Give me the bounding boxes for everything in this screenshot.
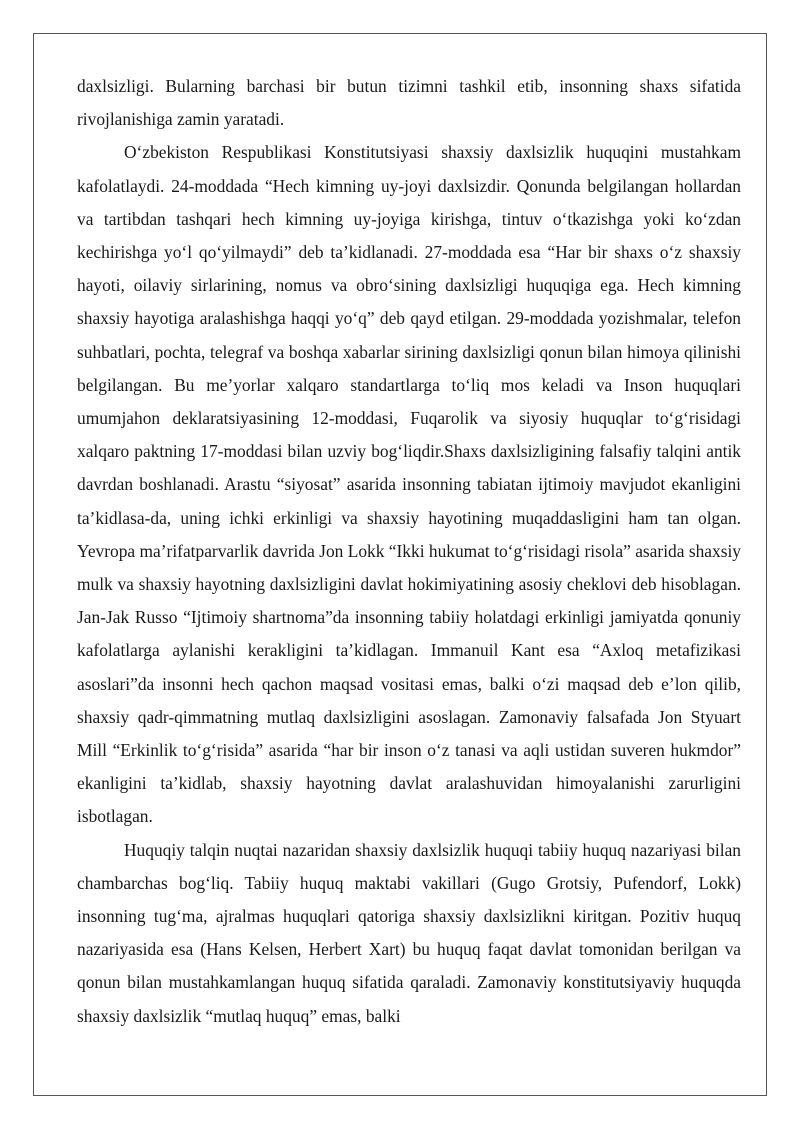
paragraph-legal-interpretation: Huquqiy talqin nuqtai nazaridan shaxsiy daxlsizlik huquqi tabiiy huquq nazariyasi bilan chambarchas bog‘liq. Tabiiy huquq maktabi vakillari (Gugo Grotsiy, Pufendorf, Lokk) insonning tug‘ma, ajralmas huquqlari qatoriga shaxsiy daxlsizlikni kiritgan. Pozitiv huquq nazariyasida esa (Hans Kelsen, Herbert Xart) bu huquq faqat davlat tomonidan berilgan va qonun bilan mustahkamlangan huquq sifatida qaraladi. Zamonaviy konstitutsiyaviy huquqda shaxsiy daxlsizlik “mutlaq huquq” emas, balki (77, 839, 741, 1026)
paragraph-continuation: daxlsizligi. Bularning barchasi bir butun tizimni tashkil etib, insonning shaxs sifatida rivojlanishiga zamin yaratadi. (77, 76, 741, 130)
document-body (77, 70, 741, 1033)
paragraph-constitution: O‘zbekiston Respublikasi Konstitutsiyasi shaxsiy daxlsizlik huquqini mustahkam kafolatlaydi. 24-moddada “Hech kimning uy-joyi daxlsizdir. Qonunda belgilangan hollardan va tartibdan tashqari hech kimning uy-joyiga kirishga, tintuv o‘tkazishga yoki ko‘zdan kechirishga yo‘l qo‘yilmaydi” deb ta’kidlanadi. 27-moddada esa “Har bir shaxs o‘z shaxsiy hayoti, oilaviy sirlarining, nomus va obro‘sining daxlsizligi huquqiga ega. Hech kimning shaxsiy hayotiga aralashishga haqqi yo‘q” deb qayd etilgan. 29-moddada yozishmalar, telefon suhbatlari, pochta, telegraf va boshqa xabarlar sirining daxlsizligi qonun bilan himoya qilinishi belgilangan. Bu me’yorlar xalqaro standartlarga to‘liq mos keladi va Inson huquqlari umumjahon deklaratsiyasining 12-moddasi, Fuqarolik va siyosiy huquqlar to‘g‘risidagi xalqaro paktning 17-moddasi bilan uzviy bog‘liqdir.Shaxs daxlsizligining falsafiy talqini antik davrdan boshlanadi. Arastu “siyosat” asarida insonning tabiatan ijtimoiy mavjudot ekanligini ta’kidlasa-da, uning ichki erkinligi va shaxsiy hayotining muqaddasligini ham tan olgan. Yevropa ma’rifatparvarlik davrida Jon Lokk “Ikki hukumat to‘g‘risidagi risola” asarida shaxsiy mulk va shaxsiy hayotning daxlsizligini davlat hokimiyatining asosiy cheklovi deb hisoblagan. Jan-Jak Russo “Ijtimoiy shartnoma”da insonning tabiiy holatdagi erkinligi jamiyatda qonuniy kafolatlarga aylanishi kerakligini ta’kidlagan. Immanuil Kant esa “Axloq metafizikasi asoslari”da insonni hech qachon maqsad vositasi emas, balki o‘zi maqsad deb e’lon qilib, shaxsiy qadr-qimmatning mutlaq daxlsizligini asoslagan. Zamonaviy falsafada Jon Styuart Mill “Erkinlik to‘g‘risida” asarida “har bir inson o‘z tanasi va aqli ustidan suveren hukmdor” ekanligini ta’kidlab, shaxsiy hayotning davlat aralashuvidan himoyalanishi zarurligini isbotlagan. (77, 142, 741, 827)
